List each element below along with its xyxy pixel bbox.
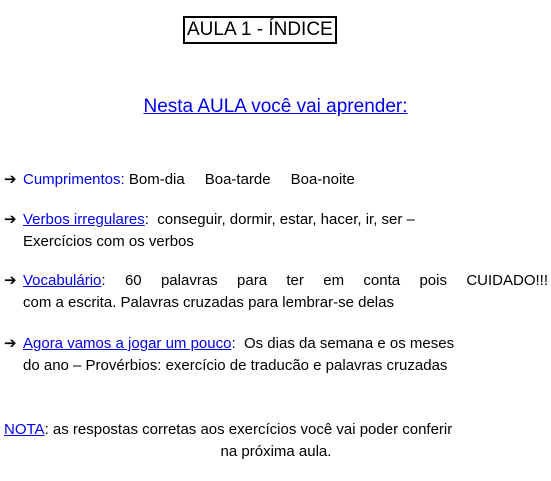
- item-continuation: com a escrita. Palavras cruzadas para lembrar-se delas: [23, 294, 394, 311]
- greeting-night: Boa-noite: [290, 171, 355, 188]
- greeting-morning: Bom-dia: [128, 171, 185, 188]
- note-link[interactable]: NOTA: [4, 421, 45, 438]
- list-item-vocabulario: [4, 270, 548, 314]
- item-link-jogar[interactable]: Agora vamos a jogar um pouco: [23, 335, 232, 352]
- item-link-vocabulario[interactable]: Vocabulário: [23, 272, 102, 289]
- item-continuation: do ano – Provérbios: exercício de traducão e palavras cruzadas: [23, 357, 448, 374]
- list-item-cumprimentos: [4, 169, 548, 191]
- arrow-right-icon: ➔: [4, 335, 17, 352]
- arrow-right-icon: ➔: [4, 272, 17, 289]
- item-text: Os dias da semana e os meses: [243, 335, 455, 352]
- item-separator: :: [144, 211, 149, 228]
- item-separator: :: [231, 335, 236, 352]
- item-link-verbos[interactable]: Verbos irregulares: [23, 211, 145, 228]
- item-text: conseguir, dormir, estar, hacer, ir, ser –: [157, 211, 415, 228]
- note-continuation: na próxima aula.: [220, 443, 332, 460]
- list-item-jogar: [4, 333, 548, 377]
- item-separator: :: [101, 272, 106, 289]
- greeting-afternoon: Boa-tarde: [204, 171, 271, 188]
- arrow-right-icon: ➔: [4, 171, 17, 188]
- list-item-verbos: [4, 209, 548, 253]
- item-continuation: Exercícios com os verbos: [23, 233, 194, 250]
- subtitle-link[interactable]: Nesta AULA você vai aprender:: [143, 96, 408, 117]
- page-title: AULA 1 - ÍNDICE: [183, 16, 337, 44]
- note: [4, 419, 548, 463]
- item-separator: :: [120, 171, 125, 188]
- note-text: : as respostas corretas aos exercícios você vai poder conferir: [44, 421, 453, 438]
- item-label: Cumprimentos: [23, 171, 121, 188]
- arrow-right-icon: ➔: [4, 211, 17, 228]
- item-text: 60 palavras para ter em conta pois CUIDADO!!!: [124, 272, 548, 289]
